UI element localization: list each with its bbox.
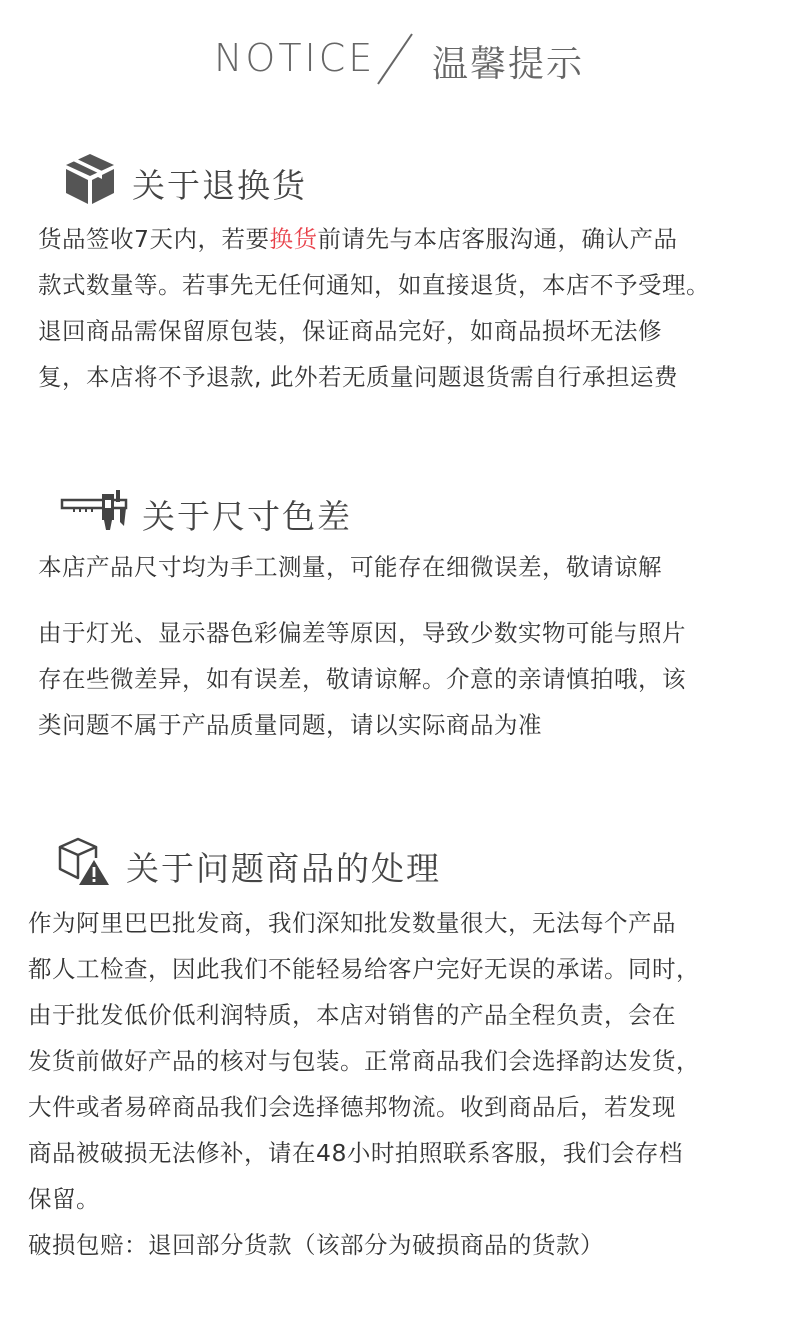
box-icon [62,152,118,214]
text-segment: 货品签收7天内，若要 [38,225,270,253]
text-line: 商品被破损无法修补，请在48小时拍照联系客服，我们会存档 [28,1139,683,1167]
text-line: 本店产品尺寸均为手工测量，可能存在细微误差，敬请谅解 [38,553,662,581]
section-title-label: 关于退换货 [132,165,307,205]
header-title-cn: 温馨提示 [432,44,585,85]
text-line: 存在些微差异，如有误差，敬请谅解。介意的亲请慎拍哦，该 [38,665,686,693]
text-line: 作为阿里巴巴批发商，我们深知批发数量很大，无法每个产品 [28,909,676,937]
section-title-label: 关于尺寸色差 [142,496,352,536]
text-line [38,216,710,262]
header-title-en: NOTICE [214,36,376,80]
text-line: 破损包赔：退回部分货款（该部分为破损商品的货款） [28,1231,604,1259]
text-segment: 前请先与本店客服沟通，确认产品 [317,225,678,253]
text-line: 复，本店将不予退款, 此外若无质量问题退货需自行承担运费 [38,363,678,391]
text-line: 大件或者易碎商品我们会选择德邦物流。收到商品后，若发现 [28,1093,676,1121]
slash-divider [372,32,416,88]
damaged-box-warning-icon [56,836,112,896]
text-line: 退回商品需保留原包装，保证商品完好，如商品损坏无法修 [38,317,662,345]
highlight-exchange: 换货 [269,225,318,253]
text-line: 由于灯光、显示器色彩偏差等原因，导致少数实物可能与照片 [38,619,686,647]
text-line: 保留。 [28,1185,100,1213]
text-line: 都人工检查，因此我们不能轻易给客户完好无误的承诺。同时， [28,955,700,983]
text-line: 发货前做好产品的核对与包装。正常商品我们会选择韵达发货， [28,1047,700,1075]
notice-header [0,30,790,90]
text-line: 类问题不属于产品质量同题，请以实际商品为准 [38,711,542,739]
section-title-problem-goods [56,836,441,896]
text-line: 由于批发低价低利润特质，本店对销售的产品全程负责，会在 [28,1001,676,1029]
size-intro [38,547,662,587]
returns-paragraph [38,216,710,400]
problem-goods-paragraph [28,900,700,1268]
text-line: 款式数量等。若事先无任何通知，如直接退货，本店不予受理。 [38,271,710,299]
section-title-label: 关于问题商品的处理 [126,848,441,888]
section-title-returns [62,152,307,214]
color-paragraph [38,610,686,748]
caliper-icon [60,488,128,540]
section-title-size-color [60,488,352,540]
